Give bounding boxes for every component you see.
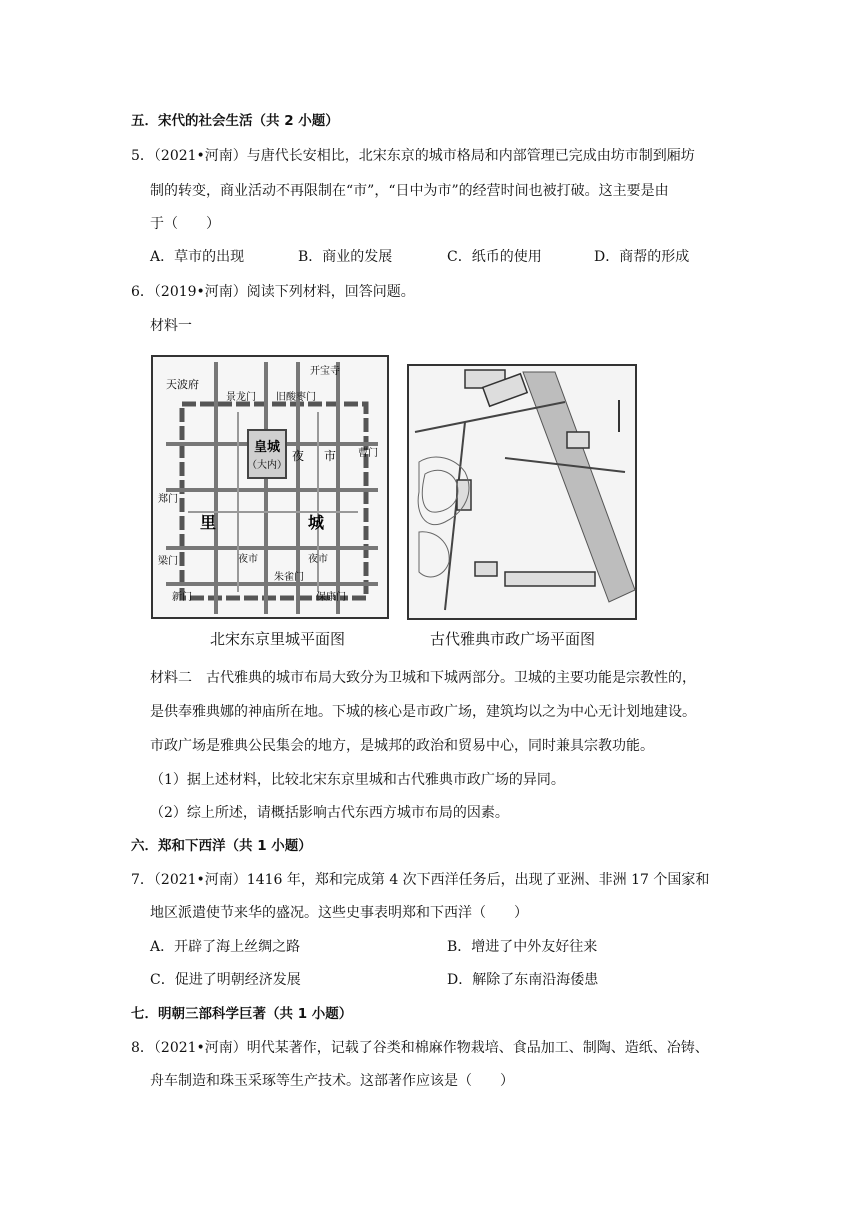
- section7-heading: 七．明朝三部科学巨著（共 1 小题）: [131, 1006, 353, 1022]
- label-cheng: 城: [307, 513, 325, 532]
- material2-line1: 材料二 古代雅典的城市布局大致分为卫城和下城两部分。卫城的主要功能是宗教性的，: [150, 670, 696, 686]
- athens-agora-map: [405, 362, 639, 622]
- label-baokang: 保康门: [316, 592, 346, 603]
- label-jinglong: 景龙门: [226, 392, 256, 403]
- label-yeshi-4: 夜市: [308, 554, 328, 565]
- q8-line1: 8．（2021•河南）明代某著作，记载了谷类和棉麻作物栽培、食品加工、制陶、造纸、冶铸、: [131, 1040, 709, 1056]
- q7-option-d: D．解除了东南沿海倭患: [447, 972, 599, 988]
- material2-line3: 市政广场是雅典公民集会的地方，是城邦的政治和贸易中心，同时兼具宗教功能。: [150, 738, 654, 754]
- q6-sub1: （1）据上述材料，比较北宋东京里城和古代雅典市政广场的异同。: [150, 772, 565, 788]
- q5-option-c: C．纸币的使用: [447, 249, 542, 265]
- section6-heading: 六．郑和下西洋（共 1 小题）: [131, 838, 312, 854]
- label-tianbo: 天波府: [166, 378, 199, 391]
- dongjing-map-caption: 北宋东京里城平面图: [210, 630, 346, 648]
- q7-option-c: C．促进了明朝经济发展: [150, 972, 301, 988]
- q7-option-a: A．开辟了海上丝绸之路: [150, 939, 301, 955]
- q5-line2: 制的转变，商业活动不再限制在“市”，“日中为市”的经营时间也被打破。这主要是由: [150, 183, 669, 199]
- athens-map-caption: 古代雅典市政广场平面图: [430, 630, 596, 648]
- label-huangcheng: 皇城: [253, 440, 281, 455]
- q5-line1: 5．（2021•河南）与唐代长安相比，北宋东京的城市格局和内部管理已完成由坊市制到厢坊: [131, 148, 695, 164]
- q5-line3: 于（ ）: [150, 216, 220, 232]
- q7-line1: 7．（2021•河南）1416 年，郑和完成第 4 次下西洋任务后，出现了亚洲、非洲 17 个国家和: [131, 872, 710, 888]
- q5-option-a: A．草市的出现: [150, 249, 245, 265]
- dongjing-map: [148, 352, 392, 622]
- q8-line2: 舟车制造和珠玉采琢等生产技术。这部著作应该是（ ）: [150, 1073, 514, 1089]
- q7-line2: 地区派遣使节来华的盛况。这些史事表明郑和下西洋（ ）: [150, 905, 528, 921]
- label-zhuque: 朱雀门: [274, 572, 304, 583]
- q6-line1: 6．（2019•河南）阅读下列材料，回答问题。: [131, 284, 415, 300]
- q6-sub2: （2）综上所述，请概括影响古代东西方城市布局的因素。: [150, 805, 509, 821]
- label-xinmen: 新门: [172, 592, 192, 603]
- label-jiulong: 旧酸枣门: [276, 392, 316, 403]
- q7-option-b: B．增进了中外友好往来: [447, 939, 598, 955]
- label-shi: 市: [323, 449, 337, 463]
- label-li: 里: [199, 513, 217, 532]
- q5-option-b: B．商业的发展: [298, 249, 393, 265]
- material1-label: 材料一: [150, 318, 192, 334]
- label-yeshi-3: 夜市: [238, 554, 258, 565]
- label-ye: 夜: [291, 449, 305, 463]
- label-caomen: 曹门: [358, 448, 378, 459]
- section5-heading: 五．宋代的社会生活（共 2 小题）: [131, 113, 339, 129]
- label-zhengmen: 郑门: [158, 494, 178, 505]
- label-danei: （大内）: [247, 460, 287, 471]
- label-liangmen: 梁门: [158, 556, 178, 567]
- label-kaibao: 开宝寺: [310, 366, 340, 377]
- q5-option-d: D．商帮的形成: [594, 249, 690, 265]
- material2-line2: 是供奉雅典娜的神庙所在地。下城的核心是市政广场，建筑均以之为中心无计划地建设。: [150, 704, 696, 720]
